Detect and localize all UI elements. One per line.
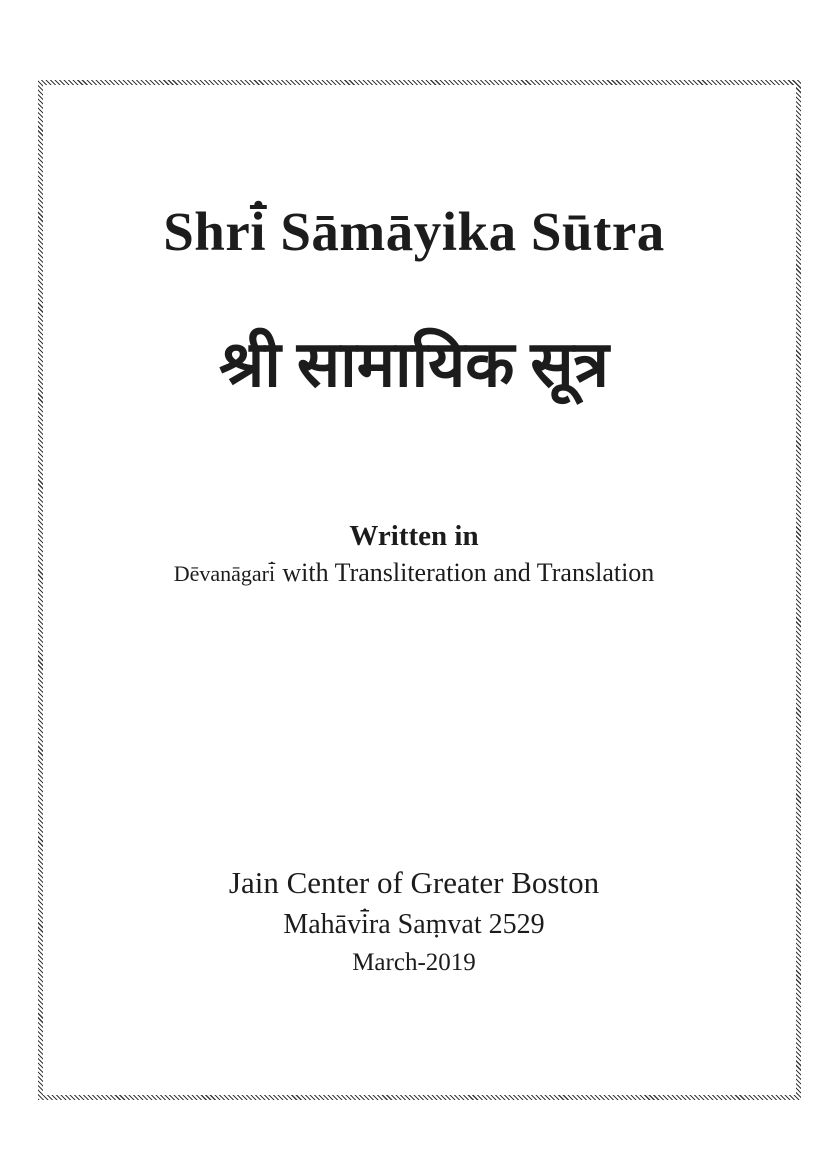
script-name: Dēvanāgari̇̄: [173, 561, 276, 586]
publisher-name: Jain Center of Greater Boston: [228, 865, 600, 900]
book-title-latin: Shri̇̄ Sāmāyika Sūtra: [163, 201, 665, 262]
subtitle-line: [0, 556, 828, 590]
subtitle-rest: with Transliteration and Translation: [282, 558, 655, 587]
book-title-devanagari: श्री सामायिक सूत्र: [218, 329, 609, 400]
written-in-label: Written in: [349, 520, 479, 552]
publication-date: March-2019: [352, 949, 476, 976]
era-line: Mahāvi̇̄ra Saṃvat 2529: [283, 909, 545, 940]
